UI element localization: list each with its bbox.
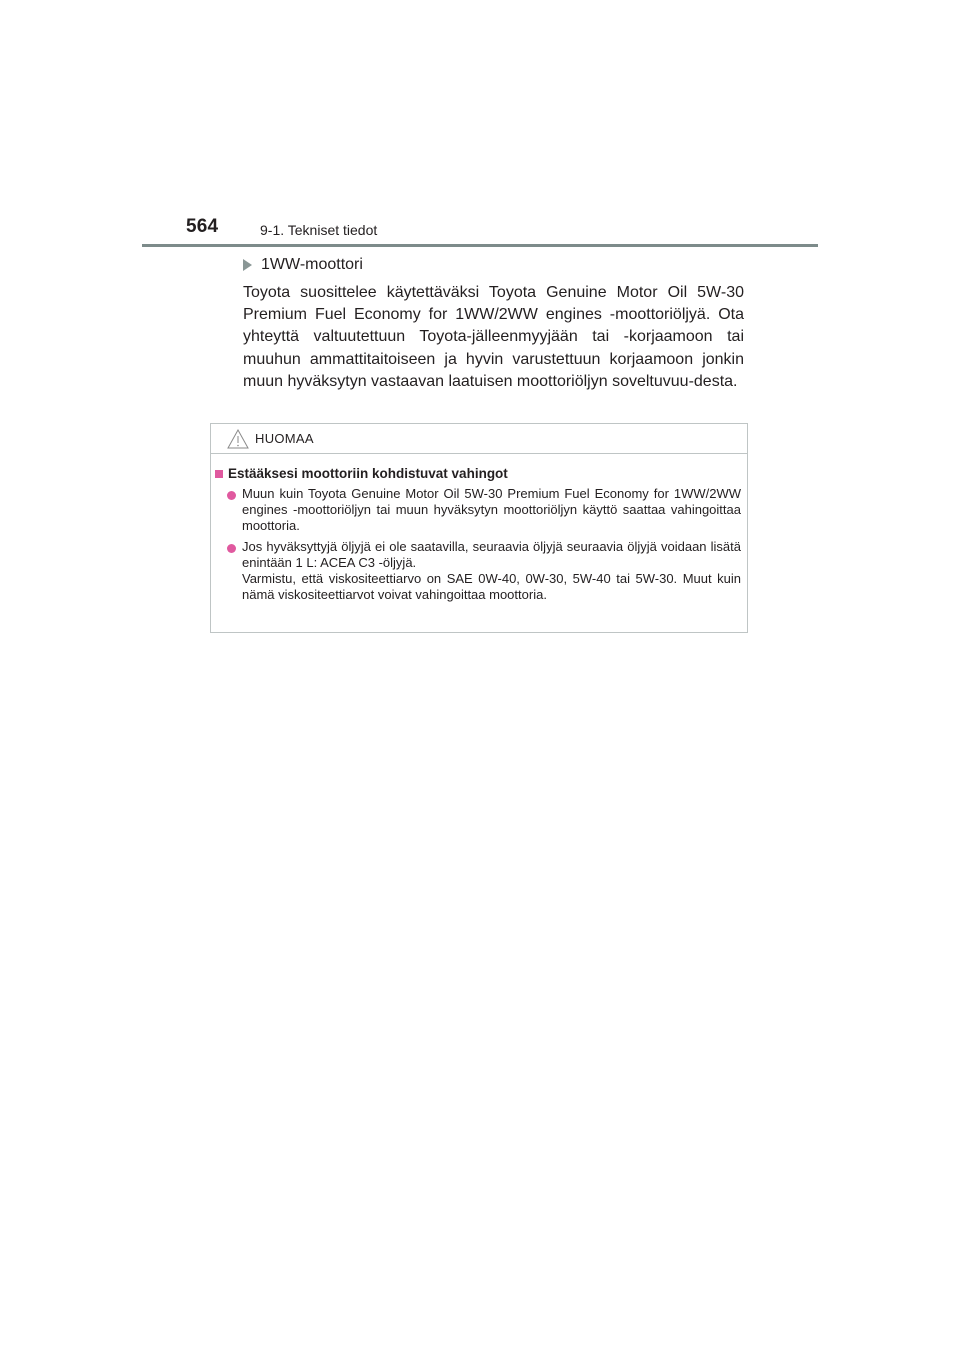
section-title: 9-1. Tekniset tiedot — [260, 222, 378, 238]
bullet-line: Varmistu, että viskositeettiarvo on SAE 0W-40, 0W-30, 5W-40 tai 5W-30. Muut kuin nämä viskositeettiarvot voivat vahingoittaa moottoria. — [242, 570, 741, 602]
warning-triangle-icon — [227, 429, 249, 449]
page-number: 564 — [186, 216, 219, 237]
bullet-text — [242, 486, 741, 533]
triangle-bullet-icon — [243, 259, 252, 271]
circle-bullet-icon — [227, 544, 236, 553]
notice-body — [211, 454, 747, 603]
notice-header — [211, 424, 747, 454]
subheading — [243, 256, 363, 274]
notice-label: HUOMAA — [255, 431, 314, 446]
notice-box — [210, 423, 748, 633]
circle-bullet-icon — [227, 491, 236, 500]
notice-heading — [215, 466, 741, 481]
list-item — [215, 486, 741, 533]
bullet-line: Jos hyväksyttyjä öljyjä ei ole saatavilla, seuraavia öljyjä seuraavia öljyjä voidaan lisätä enintään 1 L: ACEA C3 -öljyjä. — [242, 539, 741, 571]
square-bullet-icon — [215, 470, 223, 478]
subheading-text: 1WW-moottori — [261, 256, 363, 273]
notice-heading-text: Estääksesi moottoriin kohdistuvat vahingot — [228, 466, 508, 481]
bullet-text — [242, 539, 741, 602]
bullet-line: Muun kuin Toyota Genuine Motor Oil 5W-30 Premium Fuel Economy for 1WW/2WW engines -moottoriöljyn tai muun hyväksytyn moottoriöljyn käyttö saattaa vahingoittaa moottoria. — [242, 486, 741, 533]
list-item — [215, 539, 741, 602]
header-rule — [142, 244, 818, 247]
body-paragraph: Toyota suosittelee käytettäväksi Toyota Genuine Motor Oil 5W-30 Premium Fuel Economy for 1WW/2WW engines -moottoriöljyä. Ota yhteyttä valtuutettuun Toyota-jälleenmyyjään tai -korjaamoon tai muuhun ammattitaitoiseen ja hyvin varustettuun korjaamoon jonkin muun hyväksytyn vastaavan laatuisen moottoriöljyn soveltuvuu-desta. — [243, 284, 744, 390]
